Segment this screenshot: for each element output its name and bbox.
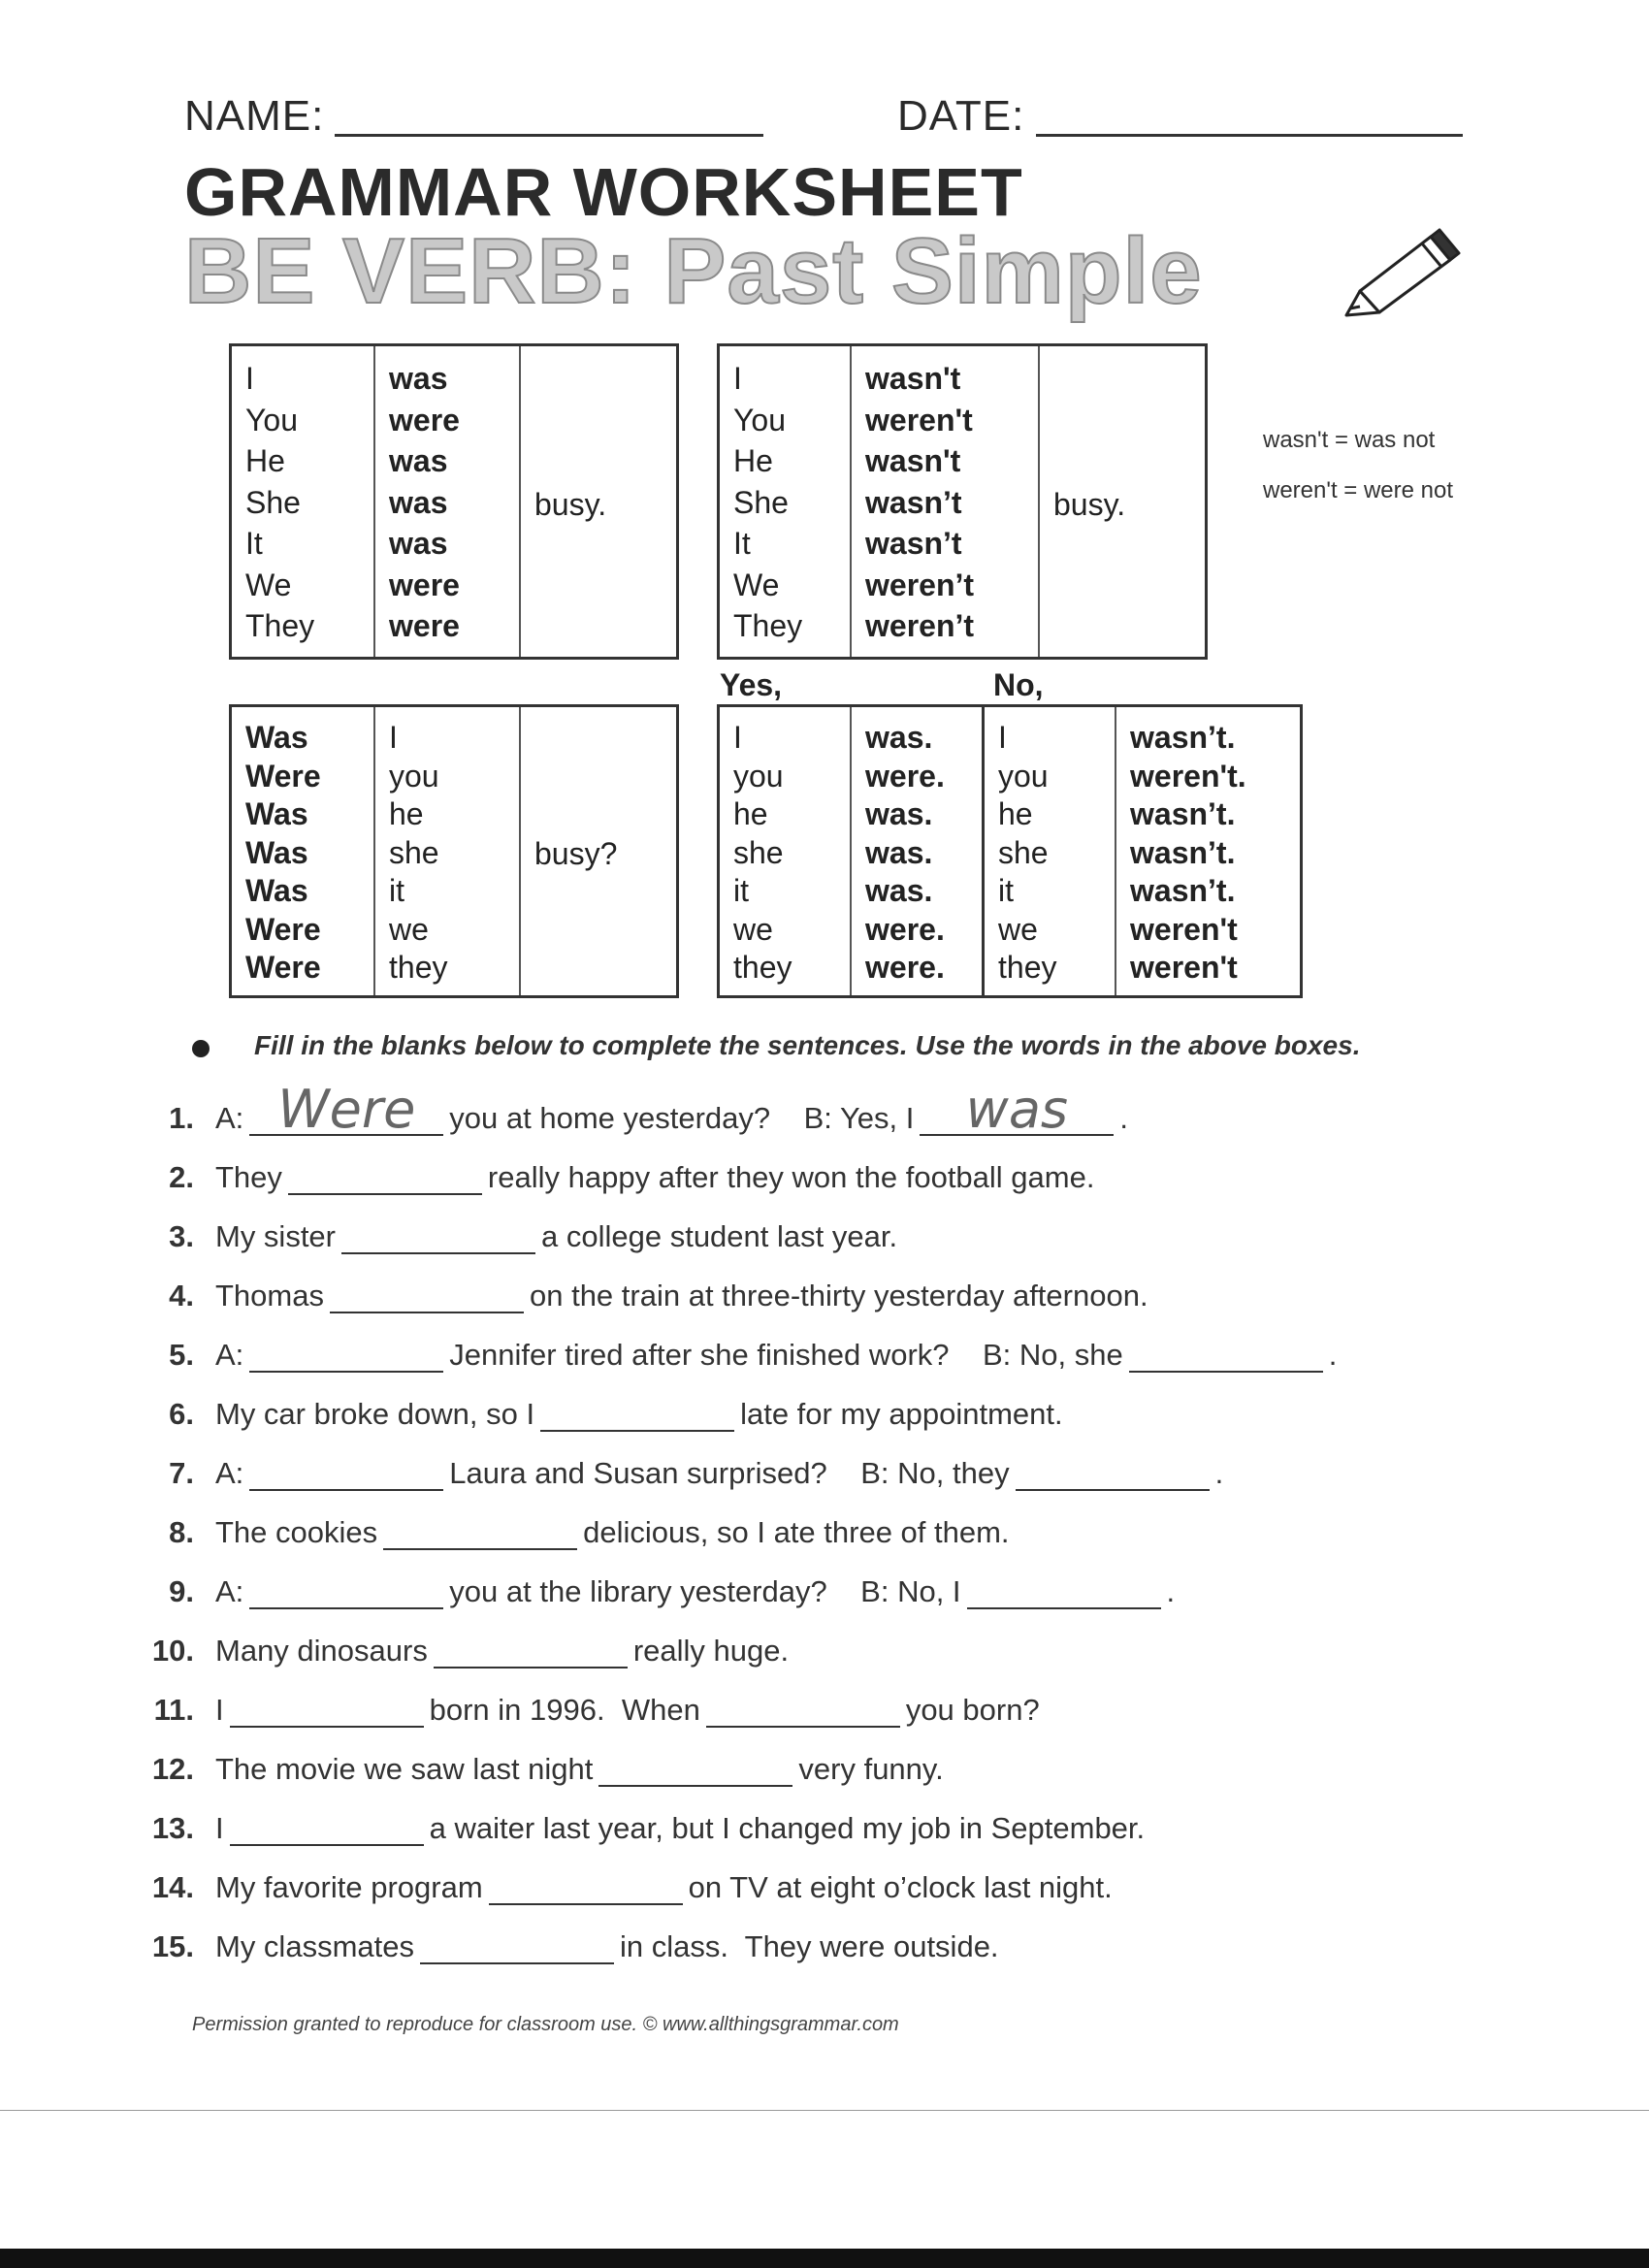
exercise-text: really happy after they won the football game. [487,1160,1095,1194]
exercise-text: They [215,1160,282,1194]
subject: I [733,720,742,755]
subject: he [998,796,1033,831]
subject: You [733,402,786,437]
exercise-text: Jennifer tired after she finished work? B: No, she [449,1338,1123,1372]
subject: he [733,796,768,831]
bullet-icon [192,1040,210,1057]
verb: was. [865,796,933,831]
exercise-text: The movie we saw last night [215,1752,594,1786]
subject: you [733,758,784,794]
answer-blank[interactable] [249,1079,443,1140]
exercise-text: . [1119,1101,1128,1135]
verb: wasn't [865,361,961,396]
no-label: No, [993,667,1044,702]
subject: I [245,361,254,396]
subject: they [389,950,448,985]
answer-blank[interactable] [230,1815,424,1846]
exercise-text: on the train at three-thirty yesterday afternoon. [529,1279,1148,1312]
verb: were [389,608,460,643]
subject: he [389,796,424,831]
exercise-text: you born? [905,1693,1040,1727]
affirmative-verbs [374,345,520,659]
verb: was. [865,873,933,908]
worksheet-title: GRAMMAR WORKSHEET [184,154,1023,230]
date-label: DATE: [897,92,1025,140]
verb: were [389,567,460,602]
exercise-list [126,1079,1639,1993]
verb: were. [865,758,945,794]
verb: was [389,526,448,561]
subject: We [733,567,780,602]
date-field[interactable] [1036,134,1463,137]
subject: it [389,873,404,908]
exercise-text: born in 1996. When [429,1693,700,1727]
exercise-number: 3. [169,1219,194,1253]
subject: it [998,873,1014,908]
verb: Were [245,950,321,985]
subject: she [998,834,1049,870]
exercise-text: A: [215,1456,244,1490]
no-verbs [1116,706,1302,997]
exercise-text: . [1214,1456,1224,1490]
exercise-item [126,1219,1649,1254]
instructions: Fill in the blanks below to complete the sentences. Use the words in the above boxes. [254,1030,1361,1060]
subject: He [245,443,285,478]
negative-table [717,343,1208,660]
subject: They [245,608,315,643]
yes-verbs [851,706,984,997]
exercise-item [126,1811,1649,1846]
worksheet-subtitle: BE VERB: Past Simple [184,219,1203,323]
exercise-text: Laura and Susan surprised? B: No, they [449,1456,1010,1490]
exercise-number: 10. [151,1634,194,1668]
question-verbs [231,706,375,997]
answer-blank[interactable] [434,1637,628,1669]
name-label: NAME: [184,92,325,140]
verb: was [389,361,448,396]
verb: Were [245,911,321,947]
affirmative-subjects [231,345,375,659]
exercise-item [126,1279,1649,1313]
exercise-text: I [215,1811,224,1845]
exercise-text: Thomas [215,1279,324,1312]
answer-blank[interactable] [383,1519,577,1550]
answer-blank[interactable] [920,1079,1114,1140]
answer-blank[interactable] [249,1578,443,1609]
answer-blank[interactable] [249,1342,443,1373]
page-edge-divider [0,2110,1649,2111]
footer-permission: Permission granted to reproduce for classroom use. © www.allthingsgrammar.com [192,2014,899,2035]
verb: Was [245,873,308,908]
verb: weren't. [1130,758,1246,794]
yes-subjects [719,706,852,997]
handwritten-answer: Were [277,1079,416,1140]
short-answer-table [717,704,1303,998]
subject: it [733,873,749,908]
answer-blank[interactable] [1016,1460,1210,1491]
subject: She [733,484,789,520]
exercise-text: I [215,1693,224,1727]
answer-blank[interactable] [330,1282,524,1313]
exercise-item [126,1929,1649,1964]
subject: we [998,911,1038,947]
exercise-text: . [1166,1574,1176,1608]
verb: was. [865,720,933,755]
verb: Was [245,720,308,755]
question-complement: busy? [520,706,678,997]
answer-blank[interactable] [598,1756,792,1787]
contraction-note: weren't = were not [1263,477,1454,503]
exercise-text: Many dinosaurs [215,1634,428,1668]
exercise-number: 8. [169,1515,194,1549]
answer-blank[interactable] [341,1223,535,1254]
verb: was [389,443,448,478]
subject: She [245,484,301,520]
subject: It [733,526,751,561]
scan-edge [0,2249,1649,2268]
exercise-number: 12. [151,1752,194,1786]
exercise-text: in class. They were outside. [619,1929,999,1963]
exercise-text: delicious, so I ate three of them. [583,1515,1010,1549]
exercise-text: you at the library yesterday? B: No, I [449,1574,961,1608]
subject: It [245,526,263,561]
verb: were. [865,911,945,947]
exercise-number: 4. [169,1279,194,1312]
subject: I [998,720,1007,755]
verb: was [389,484,448,520]
subject: I [389,720,398,755]
exercise-number: 1. [169,1101,194,1135]
answer-blank[interactable] [420,1933,614,1964]
exercise-text: My car broke down, so I [215,1397,535,1431]
subject: They [733,608,803,643]
exercise-number: 11. [153,1693,194,1727]
exercise-item [126,1397,1649,1432]
subject: You [245,402,298,437]
answer-blank[interactable] [230,1697,424,1728]
handwritten-answer: was [965,1079,1069,1140]
exercise-text: . [1328,1338,1338,1372]
verb: weren’t [865,567,975,602]
verb: weren’t [865,608,975,643]
subject: she [733,834,784,870]
exercise-text: you at home yesterday? B: Yes, I [449,1101,915,1135]
answer-blank[interactable] [967,1578,1161,1609]
negative-complement: busy. [1039,345,1207,659]
verb: wasn’t. [1130,720,1236,755]
exercise-text: a waiter last year, but I changed my job in September. [429,1811,1146,1845]
name-field[interactable] [335,134,763,137]
question-table [229,704,679,998]
subject: they [998,950,1057,985]
subject: she [389,834,439,870]
exercise-text: The cookies [215,1515,378,1549]
exercise-item [126,1870,1649,1905]
answer-blank[interactable] [706,1697,900,1728]
exercise-text: late for my appointment. [740,1397,1063,1431]
exercise-item [126,1338,1649,1373]
answer-blank[interactable] [288,1164,482,1195]
exercise-text: a college student last year. [541,1219,898,1253]
answer-blank[interactable] [1129,1342,1323,1373]
exercise-number: 5. [169,1338,194,1372]
answer-blank[interactable] [540,1401,734,1432]
exercise-number: 2. [169,1160,194,1194]
contraction-note: wasn't = was not [1263,427,1436,453]
no-subjects [984,706,1116,997]
exercise-text: A: [215,1574,244,1608]
affirmative-table [229,343,679,660]
yes-label: Yes, [720,667,783,702]
exercise-text: really huge. [632,1634,790,1668]
exercise-number: 14. [151,1870,194,1904]
verb: were. [865,950,945,985]
answer-blank[interactable] [249,1460,443,1491]
exercise-number: 9. [169,1574,194,1608]
subject: He [733,443,773,478]
subject: we [733,911,773,947]
exercise-text: My sister [215,1219,336,1253]
exercise-text: A: [215,1338,244,1372]
subject: you [998,758,1049,794]
verb: wasn’t. [1130,873,1236,908]
exercise-number: 7. [169,1456,194,1490]
exercise-text: My favorite program [215,1870,483,1904]
negative-verbs [851,345,1039,659]
exercise-item [126,1634,1649,1669]
verb: weren't [1130,950,1238,985]
verb: wasn't [865,443,961,478]
verb: wasn’t [865,484,962,520]
exercise-text: very funny. [798,1752,944,1786]
verb: wasn’t. [1130,834,1236,870]
verb: Was [245,796,308,831]
exercise-item [126,1515,1649,1550]
verb: Was [245,834,308,870]
subject: I [733,361,742,396]
exercise-number: 6. [169,1397,194,1431]
exercise-number: 15. [151,1929,194,1963]
answer-blank[interactable] [489,1874,683,1905]
negative-subjects [719,345,852,659]
exercise-text: on TV at eight o’clock last night. [688,1870,1113,1904]
question-subjects [374,706,520,997]
exercise-item [126,1752,1649,1787]
exercise-text: A: [215,1101,244,1135]
exercise-number: 13. [151,1811,194,1845]
affirmative-complement: busy. [520,345,678,659]
exercise-item [126,1574,1649,1609]
exercise-item [126,1693,1649,1728]
subject: they [733,950,792,985]
verb: wasn’t [865,526,962,561]
subject: you [389,758,439,794]
verb: wasn’t. [1130,796,1236,831]
exercise-item [126,1160,1649,1195]
subject: We [245,567,292,602]
verb: were [389,402,460,437]
verb: was. [865,834,933,870]
exercise-item [126,1079,1649,1140]
pencil-icon [1339,223,1465,320]
verb: weren't [865,402,973,437]
verb: weren't [1130,911,1238,947]
subject: we [389,911,429,947]
exercise-text: My classmates [215,1929,414,1963]
verb: Were [245,758,321,794]
exercise-item [126,1456,1649,1491]
